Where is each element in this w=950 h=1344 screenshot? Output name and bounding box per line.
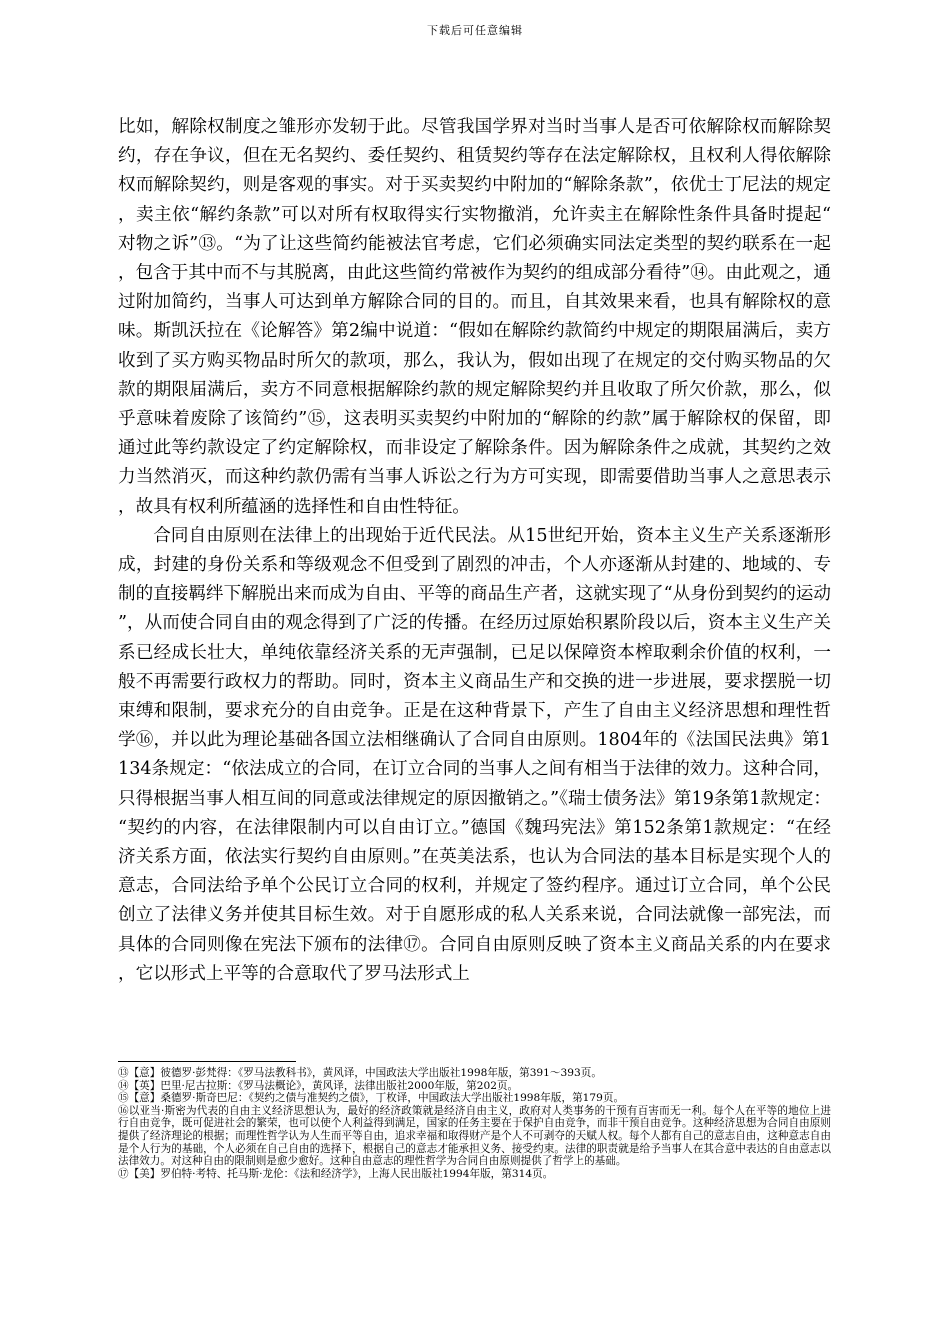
footnote-13: ⑬【意】彼德罗·彭梵得：《罗马法教科书》，黄风译，中国政法大学出版社1998年版，第391～393页。 [118, 1067, 602, 1079]
body-paragraph-2: 合同自由原则在法律上的出现始于近代民法。从15世纪开始，资本主义生产关系逐渐形成，封建的身份关系和等级观念不但受到了剧烈的冲击，个人亦逐渐从封建的、地域的、专制的直接羁绊下解脱出来而成为自由、平等的商品生产者，这就实现了“从身份到契约的运动”，从而使合同自由的观念得到了广泛的传播。在经历过原始积累阶段以后，资本主义生产关系已经成长壮大，单纯依靠经济关系的无声强制，已足以保障资本榨取剩余价值的权利，一般不再需要行政权力的帮助。同时，资本主义商品生产和交换的进一步进展，要求摆脱一切束缚和限制，要求充分的自由竞争。正是在这种背景下，产生了自由主义经济思想和理性哲学⑯，并以此为理论基础各国立法相继确认了合同自由原则。1804年的《法国民法典》第1134条规定：“依法成立的合同，在订立合同的当事人之间有相当于法律的效力。这种合同，只得根据当事人相互间的同意或法律规定的原因撤销之。”《瑞士债务法》第19条第1款规定：“契约的内容，在法律限制内可以自由订立。”德国《魏玛宪法》第152条第1款规定：“在经济关系方面，依法实行契约自由原则。”在英美法系，也认为合同法的基本目标是实现个人的意志，合同法给予单个公民订立合同的权利，并规定了签约程序。通过订立合同，单个公民创立了法律义务并使其目标生效。对于自愿形成的私人关系来说，合同法就像一部宪法，而具体的合同则像在宪法下颁布的法律⑰。合同自由原则反映了资本主义商品关系的内在要求，它以形式上平等的合意取代了罗马法形式上 [118, 525, 831, 984]
page-header: 下载后可任意编辑 [427, 24, 523, 37]
footnote-16: ⑯以亚当·斯密为代表的自由主义经济思想认为，最好的经济政策就是经济自由主义，政府对人类事务的干预有百害而无一利。每个人在平等的地位上进行自由竞争，既可促进社会的繁荣，也可以使个人利益得到满足，国家的任务主要在于保护自由竞争，而非干预自由竞争。这种经济思想为合同自由原则提供了经济理论的根据；而理性哲学认为人生而平等自由，追求幸福和取得财产是个人不可剥夺的天赋人权。每个人都有自己的意志自由，这种意志自由是个人行为的基础，个人必须在自己自由的选择下，根据自己的意志才能承担义务、接受约束。法律的职责就是给予当事人在其合意中表达的自由意志以法律效力。对这种自由的限制则是愈少愈好。这种自由意志的理性哲学为合同自由原则提供了哲学上的基础。 [118, 1104, 831, 1168]
footnote-15: ⑮【意】桑德罗·斯奇巴尼：《契约之债与准契约之债》，丁枚译，中国政法大学出版社1998年版，第179页。 [118, 1092, 625, 1105]
footnotes [118, 1067, 831, 1180]
footnote-17: ⑰【美】罗伯特·考特、托马斯·龙伦：《法和经济学》，上海人民出版社1994年版，第314页。 [118, 1167, 554, 1180]
main-text [118, 113, 831, 989]
footnote-separator [118, 1061, 296, 1062]
body-paragraph-1: 比如，解除权制度之雏形亦发轫于此。尽管我国学界对当时当事人是否可依解除权而解除契约，存在争议，但在无名契约、委任契约、租赁契约等存在法定解除权，且权利人得依解除权而解除契约，则是客观的事实。对于买卖契约中附加的“解除条款”，依优士丁尼法的规定，卖主依“解约条款”可以对所有权取得实行实物撤消，允许卖主在解除性条件具备时提起“对物之诉”⑬。“为了让这些简约能被法官考虑，它们必须确实同法定类型的契约联系在一起，包含于其中而不与其脱离，由此这些简约常被作为契约的组成部分看待”⑭。由此观之，通过附加简约，当事人可达到单方解除合同的目的。而且，自其效果来看，也具有解除权的意味。斯凯沃拉在《论解答》第2编中说道：“假如在解除约款简约中规定的期限届满后，卖方收到了买方购买物品时所欠的款项，那么，我认为，假如出现了在规定的交付购买物品的欠款的期限届满后，卖方不同意根据解除约款的规定解除契约并且收取了所欠价款，那么，似乎意味着废除了该简约”⑮，这表明买卖契约中附加的“解除的约款”属于解除权的保留，即通过此等约款设定了约定解除权，而非设定了解除条件。因为解除条件之成就，其契约之效力当然消灭，而这种约款仍需有当事人诉讼之行为方可实现，即需要借助当事人之意思表示，故具有权利所蕴涵的选择性和自由性特征。 [118, 117, 831, 517]
footnote-14: ⑭【英】巴里·尼古拉斯：《罗马法概论》，黄风译，法律出版社2000年版，第202页。 [118, 1079, 519, 1092]
